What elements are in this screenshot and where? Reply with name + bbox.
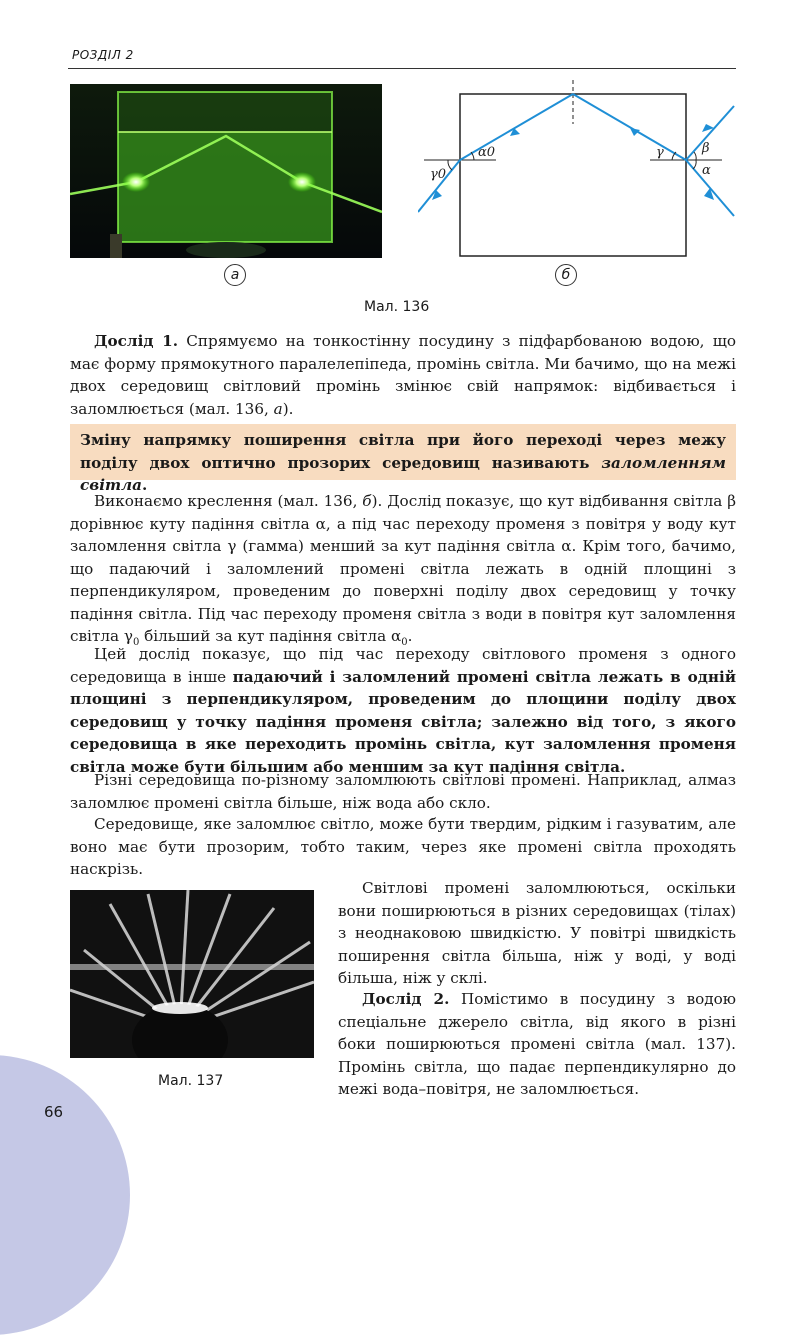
experiment-2-lead: Дослід 2. — [362, 990, 450, 1008]
figure-136b-diagram — [418, 80, 738, 260]
ray-inside-left — [460, 94, 573, 160]
definition-term: заломленням світла — [80, 453, 726, 494]
figure-137-caption: Мал. 137 — [158, 1073, 224, 1089]
label-alpha: α — [702, 163, 711, 178]
label-gamma0: γ0 — [430, 167, 447, 182]
label-beta: β — [702, 141, 710, 156]
page-corner-decoration — [0, 1055, 130, 1335]
paragraph-experiment-2: Дослід 2. Помістимо в посудину з водою спеціальне джерело світла, від якого в різні боки поширюються промені світла (мал. 137). Промінь світла, що падає перпендикулярно до межі вода–повітря, не заломлюється. — [338, 990, 737, 1098]
figure-137-photo — [70, 890, 314, 1058]
section-header: РОЗДІЛ 2 — [72, 48, 134, 62]
ray-inside-right — [573, 94, 686, 160]
header-rule — [68, 68, 736, 69]
paragraph-drawing: Виконаємо креслення (мал. 136, б). Дослід показує, що кут відбивання світла β дорівнює куту падіння світла α, а під час переходу променя з повітря у воду кут заломлення світла γ (гамма) менший за кут падіння світла α. Крім того, бачимо, що падаючий і заломлений промені світла лежать в одній площині з перпендикуляром, проведеним до поверхні поділу двох середовищ у точку падіння світла. Під час переходу променя світла з води в повітря кут заломлення світла $\gamma_0$ більший за кут падіння світла $\alpha_0$. — [70, 492, 736, 649]
experiment-1-lead: Дослід 1. — [94, 332, 179, 350]
label-gamma: γ — [656, 145, 664, 160]
paragraph-experiment-1: Дослід 1. Спрямуємо на тонкостінну посудину з підфарбованою водою, що має форму прямокутного паралелепіпеда, промінь світла. Ми бачимо, що на межі двох середовищ світловий промінь змінює свій напрямок: відбивається і заломлюється (мал. 136, а). — [70, 332, 736, 418]
figure-136a-label: а — [224, 264, 246, 286]
page-number: 66 — [44, 1103, 64, 1121]
figure-136-caption: Мал. 136 — [364, 299, 430, 315]
label-alpha0: α0 — [478, 145, 496, 160]
paragraph-media: Різні середовища по-різному заломлюють світлові промені. Наприклад, алмаз заломлює промені світла більше, ніж вода або скло. — [70, 771, 736, 812]
figure-136a-photo — [70, 84, 382, 258]
paragraph-medium-types: Середовище, яке заломлює світло, може бути твердим, рідким і газуватим, але воно має бути прозорим, тобто таким, через яке промені світла проходять наскрізь. — [70, 815, 736, 878]
conclusion-bold: падаючий і заломлений промені світла лежать в одній площині з перпендикуляром, проведеним до площини поділу двох середовищ у точку падіння променя світла; залежно від того, з якого середовища в яке переходить промінь світла, кут заломлення променя світла може бути більшим або меншим за кут падіння світла. — [70, 667, 736, 776]
paragraph-speed: Світлові промені заломлюються, оскільки вони поширюються в різних середовищах (тілах) з неоднаковою швидкістю. У повітрі швидкість поширення світла більша, ніж у воді, у воді більша, ніж у склі. — [338, 879, 736, 987]
definition-text: Зміну напрямку поширення світла при його переході через межу поділу двох оптично прозорих середовищ називають заломленням світла. — [80, 431, 726, 494]
figure-136b-label: б — [555, 264, 577, 286]
ray-reflected — [686, 106, 734, 160]
paragraph-conclusion: Цей дослід показує, що під час переходу світлового променя з одного середовища в інше падаючий і заломлений промені світла лежать в одній площині з перпендикуляром, проведеним до площини поділу двох середовищ у точку падіння променя світла; залежно від того, з якого середовища в яке переходить промінь світла, кут заломлення променя світла може бути більшим або меншим за кут падіння світла. — [70, 645, 736, 776]
